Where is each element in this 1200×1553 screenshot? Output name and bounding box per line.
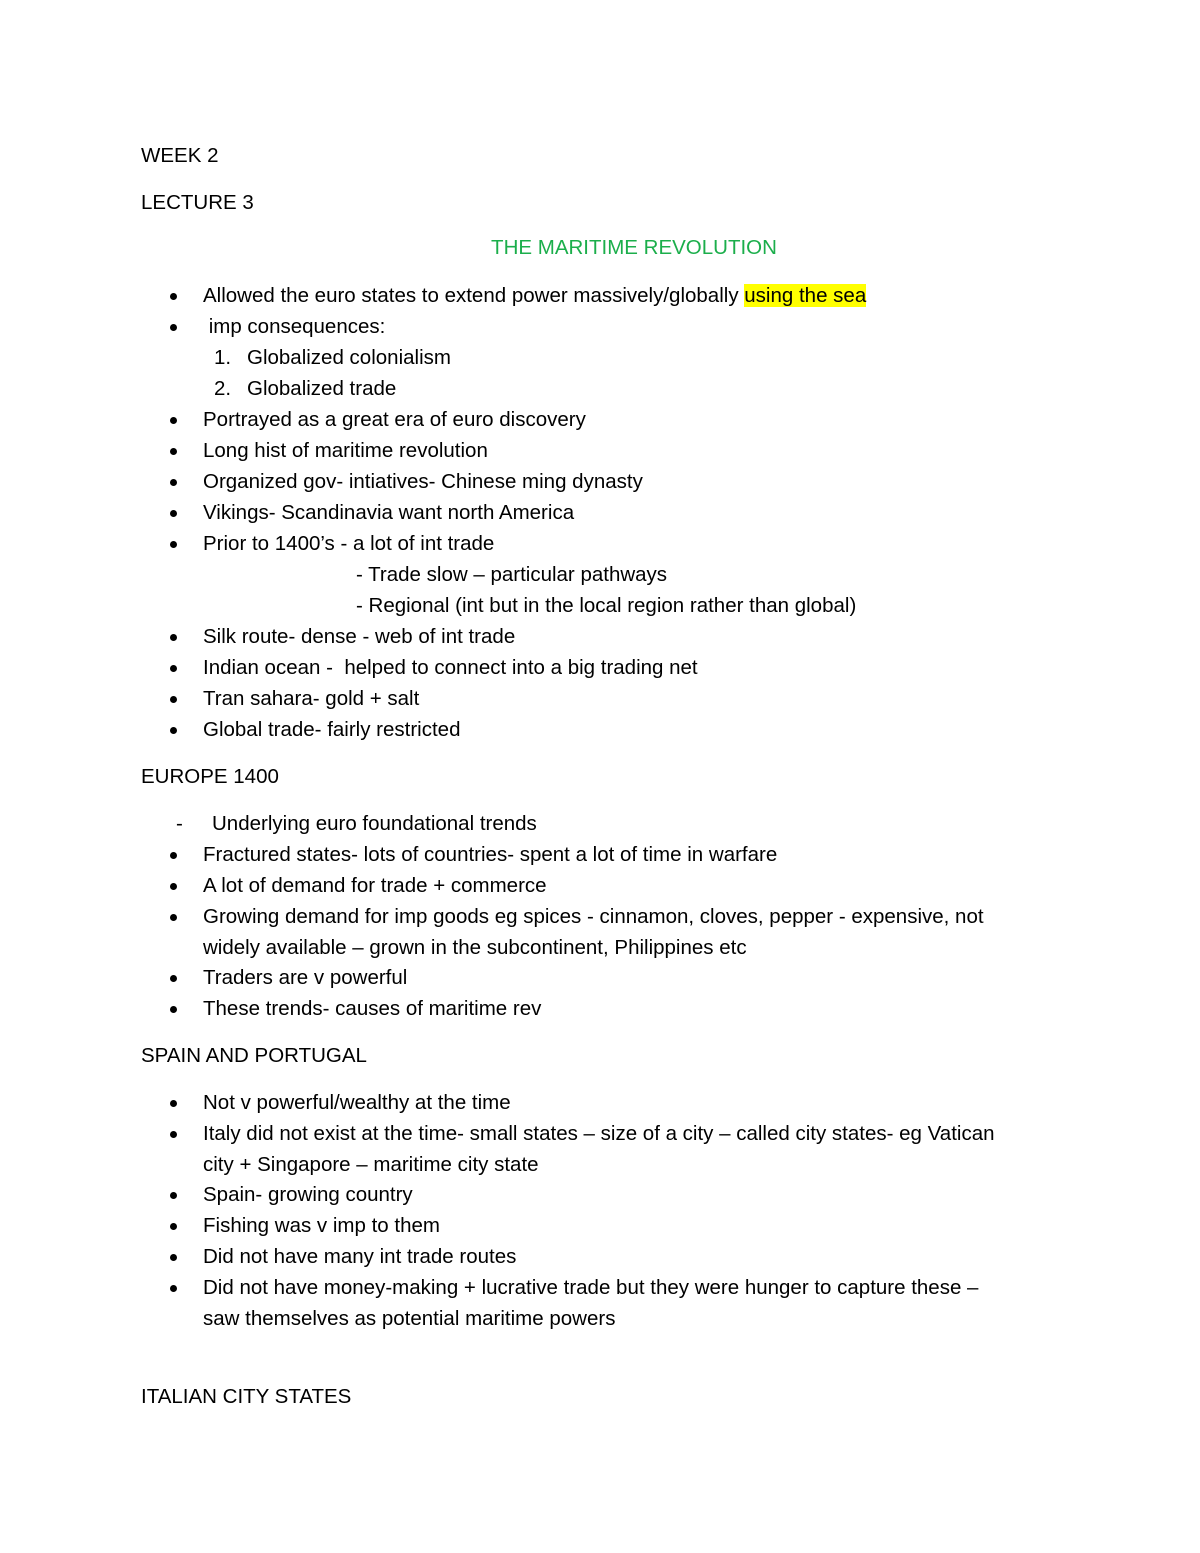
list-item: Did not have money-making + lucrative trade but they were hunger to capture these – xyxy=(203,1276,979,1299)
list-item: Indian ocean - helped to connect into a big trading net xyxy=(203,656,698,679)
list-item: A lot of demand for trade + commerce xyxy=(203,874,547,897)
numbered-item: Globalized colonialism xyxy=(247,346,451,369)
bullet-icon xyxy=(170,1192,177,1199)
bullet-icon xyxy=(170,1285,177,1292)
section-heading: ITALIAN CITY STATES xyxy=(141,1385,352,1408)
lecture-label: LECTURE 3 xyxy=(141,191,254,214)
list-item: Growing demand for imp goods eg spices - cinnamon, cloves, pepper - expensive, not xyxy=(203,905,984,928)
bullet-icon xyxy=(170,665,177,672)
list-item: Underlying euro foundational trends xyxy=(212,812,537,835)
list-item-continuation: saw themselves as potential maritime powers xyxy=(203,1307,616,1330)
bullet-icon xyxy=(170,883,177,890)
list-item-continuation: widely available – grown in the subcontinent, Philippines etc xyxy=(203,936,747,959)
list-item: Long hist of maritime revolution xyxy=(203,439,488,462)
bullet-icon xyxy=(170,479,177,486)
bullet-icon xyxy=(170,975,177,982)
bullet-icon xyxy=(170,417,177,424)
list-item: Tran sahara- gold + salt xyxy=(203,687,420,710)
list-item: Spain- growing country xyxy=(203,1183,413,1206)
bullet-icon xyxy=(170,1131,177,1138)
list-item: Vikings- Scandinavia want north America xyxy=(203,501,575,524)
section-heading: SPAIN AND PORTUGAL xyxy=(141,1044,367,1067)
bullet-icon xyxy=(170,634,177,641)
bullet-icon xyxy=(170,696,177,703)
dash-marker: - xyxy=(176,812,183,835)
sub-item: - Trade slow – particular pathways xyxy=(356,563,668,586)
list-item: Did not have many int trade routes xyxy=(203,1245,517,1268)
list-item: Portrayed as a great era of euro discovery xyxy=(203,408,586,431)
list-item: Fishing was v imp to them xyxy=(203,1214,440,1237)
list-item: Traders are v powerful xyxy=(203,966,408,989)
list-item: Prior to 1400’s - a lot of int trade xyxy=(203,532,495,555)
bullet-icon xyxy=(170,1100,177,1107)
list-item: Silk route- dense - web of int trade xyxy=(203,625,516,648)
list-item-text: Allowed the euro states to extend power massively/globally xyxy=(203,284,745,307)
highlighted-text: using the sea xyxy=(744,284,867,307)
bullet-icon xyxy=(170,510,177,517)
list-item: Organized gov- intiatives- Chinese ming dynasty xyxy=(203,470,643,493)
bullet-icon xyxy=(170,727,177,734)
bullet-icon xyxy=(170,1006,177,1013)
week-label: WEEK 2 xyxy=(141,144,219,167)
list-item: Italy did not exist at the time- small states – size of a city – called city states- eg Vatican xyxy=(203,1122,995,1145)
bullet-icon xyxy=(170,541,177,548)
page-title: THE MARITIME REVOLUTION xyxy=(491,236,777,259)
list-item: Not v powerful/wealthy at the time xyxy=(203,1091,511,1114)
numbered-item: Globalized trade xyxy=(247,377,397,400)
bullet-icon xyxy=(170,852,177,859)
bullet-icon xyxy=(170,293,177,300)
bullet-icon xyxy=(170,914,177,921)
bullet-icon xyxy=(170,324,177,331)
number-marker: 2. xyxy=(214,377,232,400)
bullet-icon xyxy=(170,1223,177,1230)
bullet-icon xyxy=(170,1254,177,1261)
list-item: imp consequences: xyxy=(203,315,386,338)
list-item: These trends- causes of maritime rev xyxy=(203,997,542,1020)
list-item xyxy=(203,284,866,308)
list-item-continuation: city + Singapore – maritime city state xyxy=(203,1153,539,1176)
list-item: Global trade- fairly restricted xyxy=(203,718,461,741)
number-marker: 1. xyxy=(214,346,232,369)
list-item: Fractured states- lots of countries- spent a lot of time in warfare xyxy=(203,843,778,866)
sub-item: - Regional (int but in the local region rather than global) xyxy=(356,594,857,617)
section-heading: EUROPE 1400 xyxy=(141,765,279,788)
bullet-icon xyxy=(170,448,177,455)
